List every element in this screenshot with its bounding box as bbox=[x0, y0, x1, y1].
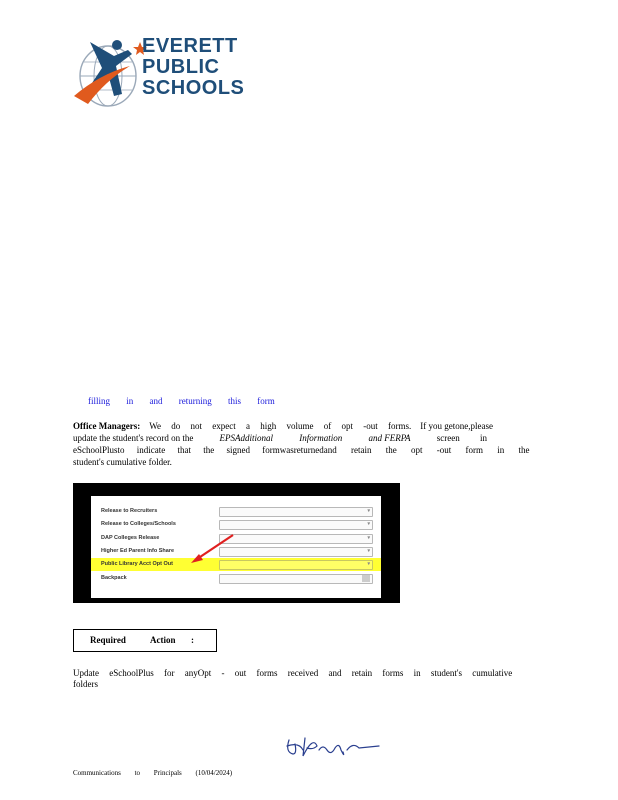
paragraph-text: student's cumulative folder. bbox=[73, 457, 172, 467]
paragraph-line-1 bbox=[73, 420, 519, 432]
chevron-down-icon: ▾ bbox=[367, 561, 370, 567]
paragraph-text: update the student's record on the bbox=[73, 433, 194, 443]
signature bbox=[283, 732, 383, 760]
paragraph-text: and retain the opt -out form in the bbox=[323, 445, 530, 455]
screen-name: Information bbox=[299, 433, 343, 443]
action-label: Action bbox=[150, 635, 176, 645]
screen-name: and FERPA bbox=[368, 433, 411, 443]
field-label: Release to Colleges/Schools bbox=[101, 521, 176, 527]
field-label: Backpack bbox=[101, 575, 127, 581]
update-line-1: Update eSchoolPlus for anyOpt - out forms received and retain forms in student's cumulative bbox=[73, 668, 513, 678]
paragraph-text: If you getone,please bbox=[420, 421, 493, 431]
update-instruction bbox=[73, 668, 513, 690]
field-label: Public Library Acct Opt Out bbox=[101, 561, 173, 567]
logo-line-2: PUBLIC bbox=[142, 56, 220, 78]
paragraph-line-4 bbox=[73, 456, 519, 468]
paragraph-line-3 bbox=[73, 444, 530, 456]
eschoolplus-screenshot bbox=[73, 483, 400, 603]
paragraph-line-2 bbox=[73, 432, 519, 444]
chevron-down-icon: ▾ bbox=[367, 508, 370, 514]
logo-line-1: EVERETT bbox=[142, 35, 238, 57]
office-managers-paragraph bbox=[73, 420, 530, 468]
colon: : bbox=[191, 635, 194, 645]
chevron-down-icon: ▾ bbox=[367, 535, 370, 541]
office-managers-label: Office Managers: bbox=[73, 421, 141, 431]
required-action-box bbox=[73, 629, 217, 652]
chevron-down-icon: ▾ bbox=[367, 548, 370, 554]
intro-line: filling in and returning this form bbox=[88, 396, 275, 406]
footer: Communications to Principals (10/04/2024) bbox=[73, 769, 233, 777]
logo-wordmark bbox=[142, 36, 244, 99]
screen-name: EPSAdditional bbox=[219, 433, 274, 443]
red-arrow-icon bbox=[91, 496, 381, 598]
field-label: DAP Colleges Release bbox=[101, 535, 160, 541]
required-label: Required bbox=[90, 635, 126, 645]
chevron-down-icon: ▾ bbox=[367, 521, 370, 527]
field-label: Higher Ed Parent Info Share bbox=[101, 548, 175, 554]
update-line-2: folders bbox=[73, 679, 98, 689]
paragraph-text: to indicate that the signed formwasreturned bbox=[117, 445, 324, 455]
paragraph-text: eSchoolPlus bbox=[73, 445, 118, 455]
field-label: Release to Recruiters bbox=[101, 508, 158, 514]
paragraph-text: We do not expect a high volume of opt -out forms. bbox=[149, 421, 412, 431]
screenshot-panel bbox=[91, 496, 381, 598]
paragraph-text: screen in bbox=[436, 433, 487, 443]
logo-line-3: SCHOOLS bbox=[142, 77, 245, 99]
